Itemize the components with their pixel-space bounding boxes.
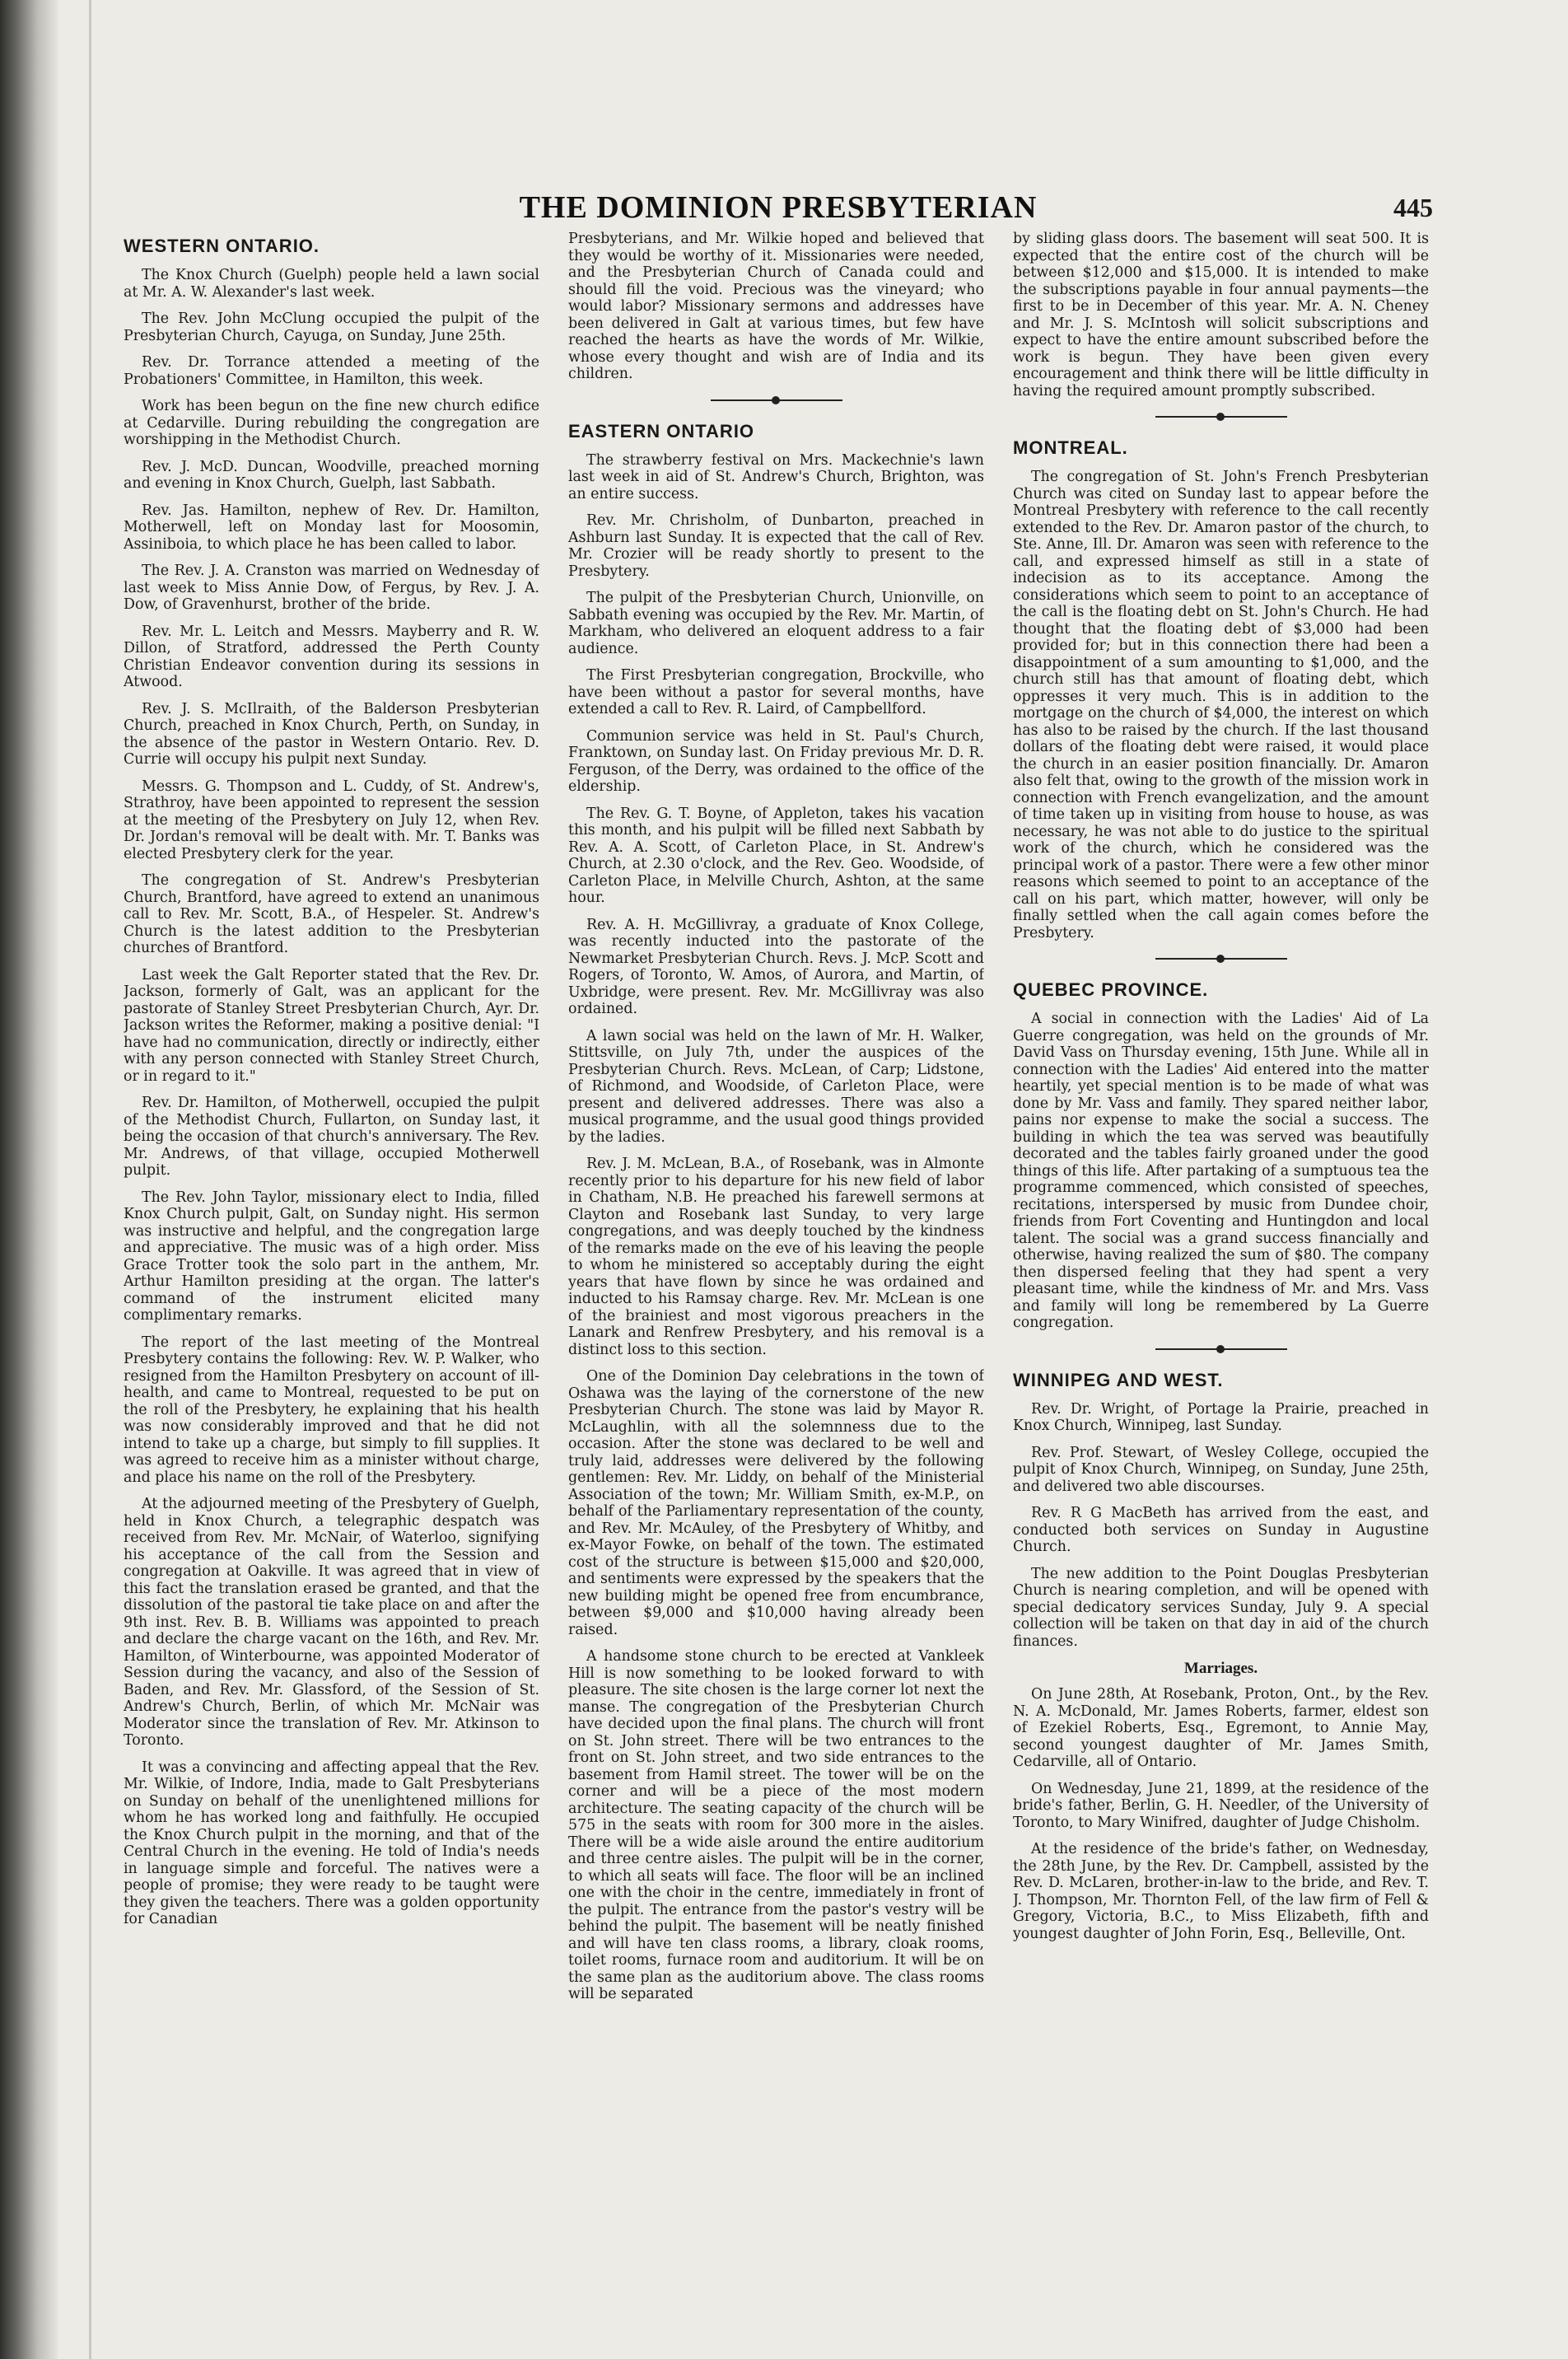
column-1 (124, 231, 539, 2265)
news-item: A handsome stone church to be erected at Vankleek Hill is now something to be looked forward to with pleasure. The site chosen is the large corner lot next the manse. The congregation of the Presbyterian Church have decided upon the final plans. The church will front on St. John street. There will be two entrances to the front on St. John street, and two side entrances to the basement from Hamil street. The tower will be on the corner and will be a piece of the most modern architecture. The seating capacity of the church will be 575 in the seats with room for 300 more in the aisles. There will be a wide aisle around the entire auditorium and three centre aisles. The pulpit will be in the corner, to which all seats will face. The floor will be an inclined one with the choir in the centre, immediately in front of the pulpit. The entrance from the pastor's vestry will be behind the pulpit. The basement will be neatly finished and will have ten class rooms, a library, cloak rooms, toilet rooms, furnace room and auditorium. It will be on the same plan as the auditorium above. The class rooms will be separated (568, 1648, 984, 2002)
newspaper-page (124, 132, 1433, 2273)
news-item: The report of the last meeting of the Montreal Presbytery contains the following: Rev. W. P. Walker, who resigned from the Hamilton Presbytery on account of ill-health, and came to Montreal, requested to be put on the roll of the Presbytery, he explaining that his health was now considerably improved and that he did not intend to take up a charge, but simply to fill supplies. It was agreed to receive him as a minister without charge, and place his name on the roll of the Presbytery. (124, 1334, 539, 1486)
news-item: The Rev. G. T. Boyne, of Appleton, takes his vacation this month, and his pulpit will be filled next Sabbath by Rev. A. A. Scott, of Carleton Place, in St. Andrew's Church, at 2.30 o'clock, and the Rev. Geo. Woodside, of Carleton Place, in Melville Church, Ashton, at the same hour. (568, 805, 984, 906)
page-edge-line (89, 0, 91, 2359)
column-2 (568, 231, 984, 2265)
news-item: Rev. Mr. Chrisholm, of Dunbarton, preached in Ashburn last Sunday. It is expected that the call of Rev. Mr. Crozier will be ready shortly to present to the Presbytery. (568, 512, 984, 580)
section-heading-winnipeg: WINNIPEG AND WEST. (1013, 1369, 1224, 1390)
news-item: The Knox Church (Guelph) people held a lawn social at Mr. A. W. Alexander's last week. (124, 267, 539, 301)
continued-news-item: Presbyterians, and Mr. Wilkie hoped and believed that they would be worthy of it. Missionaries were needed, and the Presbyterian Church of Canada could and should fill the void. Precious was the vineyard; who would labor? Missionary sermons and addresses have been delivered in Galt at various times, but few have reached the hearts as have the words of Mr. Wilkie, whose every thought and wish are of India and its children. (568, 231, 984, 382)
news-item: The pulpit of the Presbyterian Church, Unionville, on Sabbath evening was occupied by the Rev. Mr. Martin, of Markham, who delivered an eloquent address to a fair audience. (568, 590, 984, 657)
news-item: The new addition to the Point Douglas Presbyterian Church is nearing completion, and will be opened with special dedicatory services Sunday, July 9. A special collection will be taken on that day in aid of the church finances. (1013, 1565, 1429, 1650)
section-heading-western-ontario: WESTERN ONTARIO. (124, 236, 320, 256)
news-item: The First Presbyterian congregation, Brockville, who have been without a pastor for several months, have extended a call to Rev. R. Laird, of Campbellford. (568, 667, 984, 717)
section-heading-marriages: Marriages. (1183, 1660, 1258, 1677)
news-item: The strawberry festival on Mrs. Mackechnie's lawn last week in aid of St. Andrew's Church, Brighton, was an entire success. (568, 451, 984, 502)
news-item: The congregation of St. Andrew's Presbyterian Church, Brantford, have agreed to extend an unanimous call to Rev. Mr. Scott, B.A., of Hespeler. St. Andrew's Church is the latest addition to the Presbyterian churches of Brantford. (124, 872, 539, 956)
newspaper-title: THE DOMINION PRESBYTERIAN (519, 190, 1038, 225)
news-item: Rev. J. M. McLean, B.A., of Rosebank, was in Almonte recently prior to his departure for his new field of labor in Chatham, N.B. He preached his farewell sermons at Clayton and Rosebank last Sunday, to very large congregations, and was deeply touched by the kindness of the remarks made on the eve of his leaving the people to whom he ministered so acceptably during the eight years that have flown by since he was ordained and inducted to his Ramsay charge. Rev. Mr. McLean is one of the brainiest and most vigorous preachers in the Lanark and Renfrew Presbytery, and his removal is a distinct loss to this section. (568, 1156, 984, 1358)
section-divider (1155, 1348, 1287, 1350)
marriage-notice: On Wednesday, June 21, 1899, at the residence of the bride's father, Berlin, G. H. Needler, of the University of Toronto, to Mary Winifred, daughter of Judge Chisholm. (1013, 1780, 1429, 1831)
news-item: A social in connection with the Ladies' Aid of La Guerre congregation, was held on the grounds of Mr. David Vass on Thursday evening, 15th June. While all in connection with the Ladies' Aid entered into the matter heartily, yet special mention is to be made of what was done by Mr. Vass and family. They spared neither labor, pains nor expense to make the social a success. The building in which the tea was served was beautifully decorated and the tables fairly groaned under the good things of this life. After partaking of a sumptuous tea the programme commenced, which consisted of speeches, recitations, interspersed by music from Dundee choir, friends from Fort Coventing and Huntingdon and local talent. The social was a grand success financially and otherwise, having realized the sum of $80. The company then dispersed feeling that they had spent a very pleasant time, while the kindness of Mr. and Mrs. Vass and family will long be remembered by La Guerre congregation. (1013, 1011, 1429, 1331)
page-number: 445 (1393, 193, 1433, 222)
section-heading-eastern-ontario: EASTERN ONTARIO (568, 420, 755, 441)
column-3 (1013, 231, 1429, 2265)
news-item: One of the Dominion Day celebrations in the town of Oshawa was the laying of the cornerstone of the new Presbyterian Church. The stone was laid by Mayor R. McLaughlin, with all the solemnness due to the occasion. After the stone was declared to be well and truly laid, addresses were delivered by the following gentlemen: Rev. Mr. Liddy, on behalf of the Ministerial Association of the town; Mr. William Smith, ex-M.P., on behalf of the Parliamentary representation of the county, and Rev. Mr. McAuley, of the Presbytery of Whitby, and ex-Mayor Fowke, on behalf of the town. The estimated cost of the structure is between $15,000 and $20,000, and sentiments were expressed by the speakers that the new building might be opened free from encumbrance, between $9,000 and $10,000 having already been raised. (568, 1368, 984, 1638)
news-item: The Rev. John McClung occupied the pulpit of the Presbyterian Church, Cayuga, on Sunday, June 25th. (124, 311, 539, 344)
section-divider (711, 399, 842, 401)
news-item: Rev. Prof. Stewart, of Wesley College, occupied the pulpit of Knox Church, Winnipeg, on Sunday, June 25th, and delivered two able discourses. (1013, 1444, 1429, 1495)
news-item: Work has been begun on the fine new church edifice at Cedarville. During rebuilding the congregation are worshipping in the Methodist Church. (124, 398, 539, 448)
news-item: Rev. Dr. Torrance attended a meeting of the Probationers' Committee, in Hamilton, this week. (124, 354, 539, 388)
news-item: Rev. J. McD. Duncan, Woodville, preached morning and evening in Knox Church, Guelph, last Sabbath. (124, 458, 539, 492)
news-item: Rev. J. S. McIlraith, of the Balderson Presbyterian Church, preached in Knox Church, Perth, on Sunday, in the absence of the pastor in Western Ontario. Rev. D. Currie will occupy his pulpit next Sunday. (124, 700, 539, 768)
article-columns (124, 231, 1433, 2265)
news-item: At the adjourned meeting of the Presbytery of Guelph, held in Knox Church, a telegraphic despatch was received from Rev. Mr. McNair, of Waterloo, signifying his acceptance of the call from the Session and congregation at Oakville. It was agreed that in view of this fact the translation erased be granted, and that the dissolution of the pastoral tie take place on and after the 9th inst. Rev. B. B. Williams was appointed to preach and declare the charge vacant on the 16th, and Rev. Mr. Hamilton, of Winterbourne, was appointed Moderator of Session during the vacancy, and also of the Session of Baden, and Rev. Mr. Glassford, of the Session of St. Andrew's Church, Berlin, of which Mr. McNair was Moderator since the translation of Rev. Mr. Atkinson to Toronto. (124, 1496, 539, 1749)
section-heading-montreal: MONTREAL. (1013, 437, 1128, 458)
section-divider (1155, 958, 1287, 960)
news-item: Rev. Dr. Wright, of Portage la Prairie, preached in Knox Church, Winnipeg, last Sunday. (1013, 1400, 1429, 1434)
news-item: Rev. Dr. Hamilton, of Motherwell, occupied the pulpit of the Methodist Church, Fullarton, on Sunday last, it being the occasion of that church's anniversary. The Rev. Mr. Andrews, of that village, occupied Motherwell pulpit. (124, 1095, 539, 1179)
news-item: Messrs. G. Thompson and L. Cuddy, of St. Andrew's, Strathroy, have been appointed to represent the session at the meeting of the Presbytery on July 12, when Rev. Dr. Jordan's removal will be dealt with. Mr. T. Banks was elected Presbytery clerk for the year. (124, 778, 539, 862)
binding-gutter (0, 0, 58, 2359)
news-item: It was a convincing and affecting appeal that the Rev. Mr. Wilkie, of Indore, India, made to Galt Presbyterians on Sunday on behalf of the unenlightened millions for whom he has worked long and faithfully. He occupied the Knox Church pulpit in the morning, and that of the Central Church in the evening. He told of India's needs in language simple and forceful. The natives were a people of promise; they were ready to be taught were they given the teachers. There was a golden opportunity for Canadian (124, 1759, 539, 1927)
news-item: The Rev. J. A. Cranston was married on Wednesday of last week to Miss Annie Dow, of Fergus, by Rev. J. A. Dow, of Gravenhurst, brother of the bride. (124, 563, 539, 613)
marriage-notice: On June 28th, At Rosebank, Proton, Ont., by the Rev. N. A. McDonald, Mr. James Roberts, farmer, eldest son of Ezekiel Roberts, Esq., Egremont, to Annie May, second youngest daughter of Mr. James Smith, Cedarville, all of Ontario. (1013, 1686, 1429, 1770)
news-item: Rev. A. H. McGillivray, a graduate of Knox College, was recently inducted into the pastorate of the Newmarket Presbyterian Church. Revs. J. McP. Scott and Rogers, of Toronto, W. Amos, of Aurora, and Martin, of Uxbridge, were present. Rev. Mr. McGillivray was also ordained. (568, 916, 984, 1017)
news-item: The Rev. John Taylor, missionary elect to India, filled Knox Church pulpit, Galt, on Sunday night. His sermon was instructive and helpful, and the congregation large and appreciative. The music was of a high order. Miss Grace Trotter took the solo part in the anthem, Mr. Arthur Hamilton presiding at the organ. The latter's command of the instrument elicited many complimentary remarks. (124, 1189, 539, 1324)
section-divider (1155, 416, 1287, 418)
news-item: Last week the Galt Reporter stated that the Rev. Dr. Jackson, formerly of Galt, was an applicant for the pastorate of Stanley Street Presbyterian Church, Ayr. Dr. Jackson writes the Reformer, making a positive denial: "I have had no communication, directly or indirectly, either with any person connected with Stanley Street Church, or in regard to it." (124, 966, 539, 1085)
marriage-notice: At the residence of the bride's father, on Wednesday, the 28th June, by the Rev. Dr. Campbell, assisted by the Rev. D. McLaren, brother-in-law to the bride, and Rev. T. J. Thompson, Mr. Thornton Fell, of the law firm of Fell & Gregory, Victoria, B.C., to Miss Elizabeth, fifth and youngest daughter of John Forin, Esq., Belleville, Ont. (1013, 1841, 1429, 1942)
news-item: The congregation of St. John's French Presbyterian Church was cited on Sunday last to appear before the Montreal Presbytery with reference to the call recently extended to the Rev. Dr. Amaron pastor of the church, to Ste. Anne, Ill. Dr. Amaron was seen with reference to the call, and expressed himself as still in a state of indecision as to its acceptance. Among the considerations which seem to point to an acceptance of the call is the floating debt on St. John's Church. He had thought that the floating debt of $3,000 had been provided for; but in this connection there had been a disappointment of a sum amounting to $1,000, and the church still has that amount of floating debt, which oppresses it very much. This is in addition to the mortgage on the church of $4,000, the interest on which has also to be raised by the church. If the last thousand dollars of the floating debt were raised, it would place the church in an easier position financially. Dr. Amaron also felt that, owing to the growth of the mission work in connection with French evangelization, and the amount of time taken up in visiting from house to house, as was necessary, he was not able to do justice to the spiritual work of the church, which he considered was the principal work of a pastor. There were a few other minor reasons which seemed to point to an acceptance of the call on his part, which matter, however, will only be finally settled when the call again comes before the Presbytery. (1013, 469, 1429, 941)
news-item: Rev. R G MacBeth has arrived from the east, and conducted both services on Sunday in Augustine Church. (1013, 1505, 1429, 1555)
section-heading-quebec: QUEBEC PROVINCE. (1013, 979, 1209, 1000)
news-item: Communion service was held in St. Paul's Church, Franktown, on Sunday last. On Friday previous Mr. D. R. Ferguson, of the Derry, was ordained to the office of the eldership. (568, 727, 984, 795)
news-item: Rev. Mr. L. Leitch and Messrs. Mayberry and R. W. Dillon, of Stratford, addressed the Perth County Christian Endeavor convention during its sessions in Atwood. (124, 623, 539, 690)
news-item: Rev. Jas. Hamilton, nephew of Rev. Dr. Hamilton, Motherwell, left on Monday last for Moosomin, Assiniboia, to which place he has been called to labor. (124, 502, 539, 553)
news-item: A lawn social was held on the lawn of Mr. H. Walker, Stittsville, on July 7th, under the auspices of the Presbyterian Church. Revs. McLean, of Carp; Lidstone, of Richmond, and Woodside, of Carleton Place, were present and delivered addresses. There was also a musical programme, and the usual good things provided by the ladies. (568, 1027, 984, 1146)
continued-news-item: by sliding glass doors. The basement will seat 500. It is expected that the entire cost of the church will be between $12,000 and $15,000. It is intended to make the subscriptions payable in four annual payments—the first to be in December of this year. Mr. A. N. Cheney and Mr. J. S. McIntosh will solicit subscriptions and expect to have the entire amount subscribed before the work is begun. They have been given every encouragement and think there will be little difficulty in having the required amount promptly subscribed. (1013, 231, 1429, 399)
